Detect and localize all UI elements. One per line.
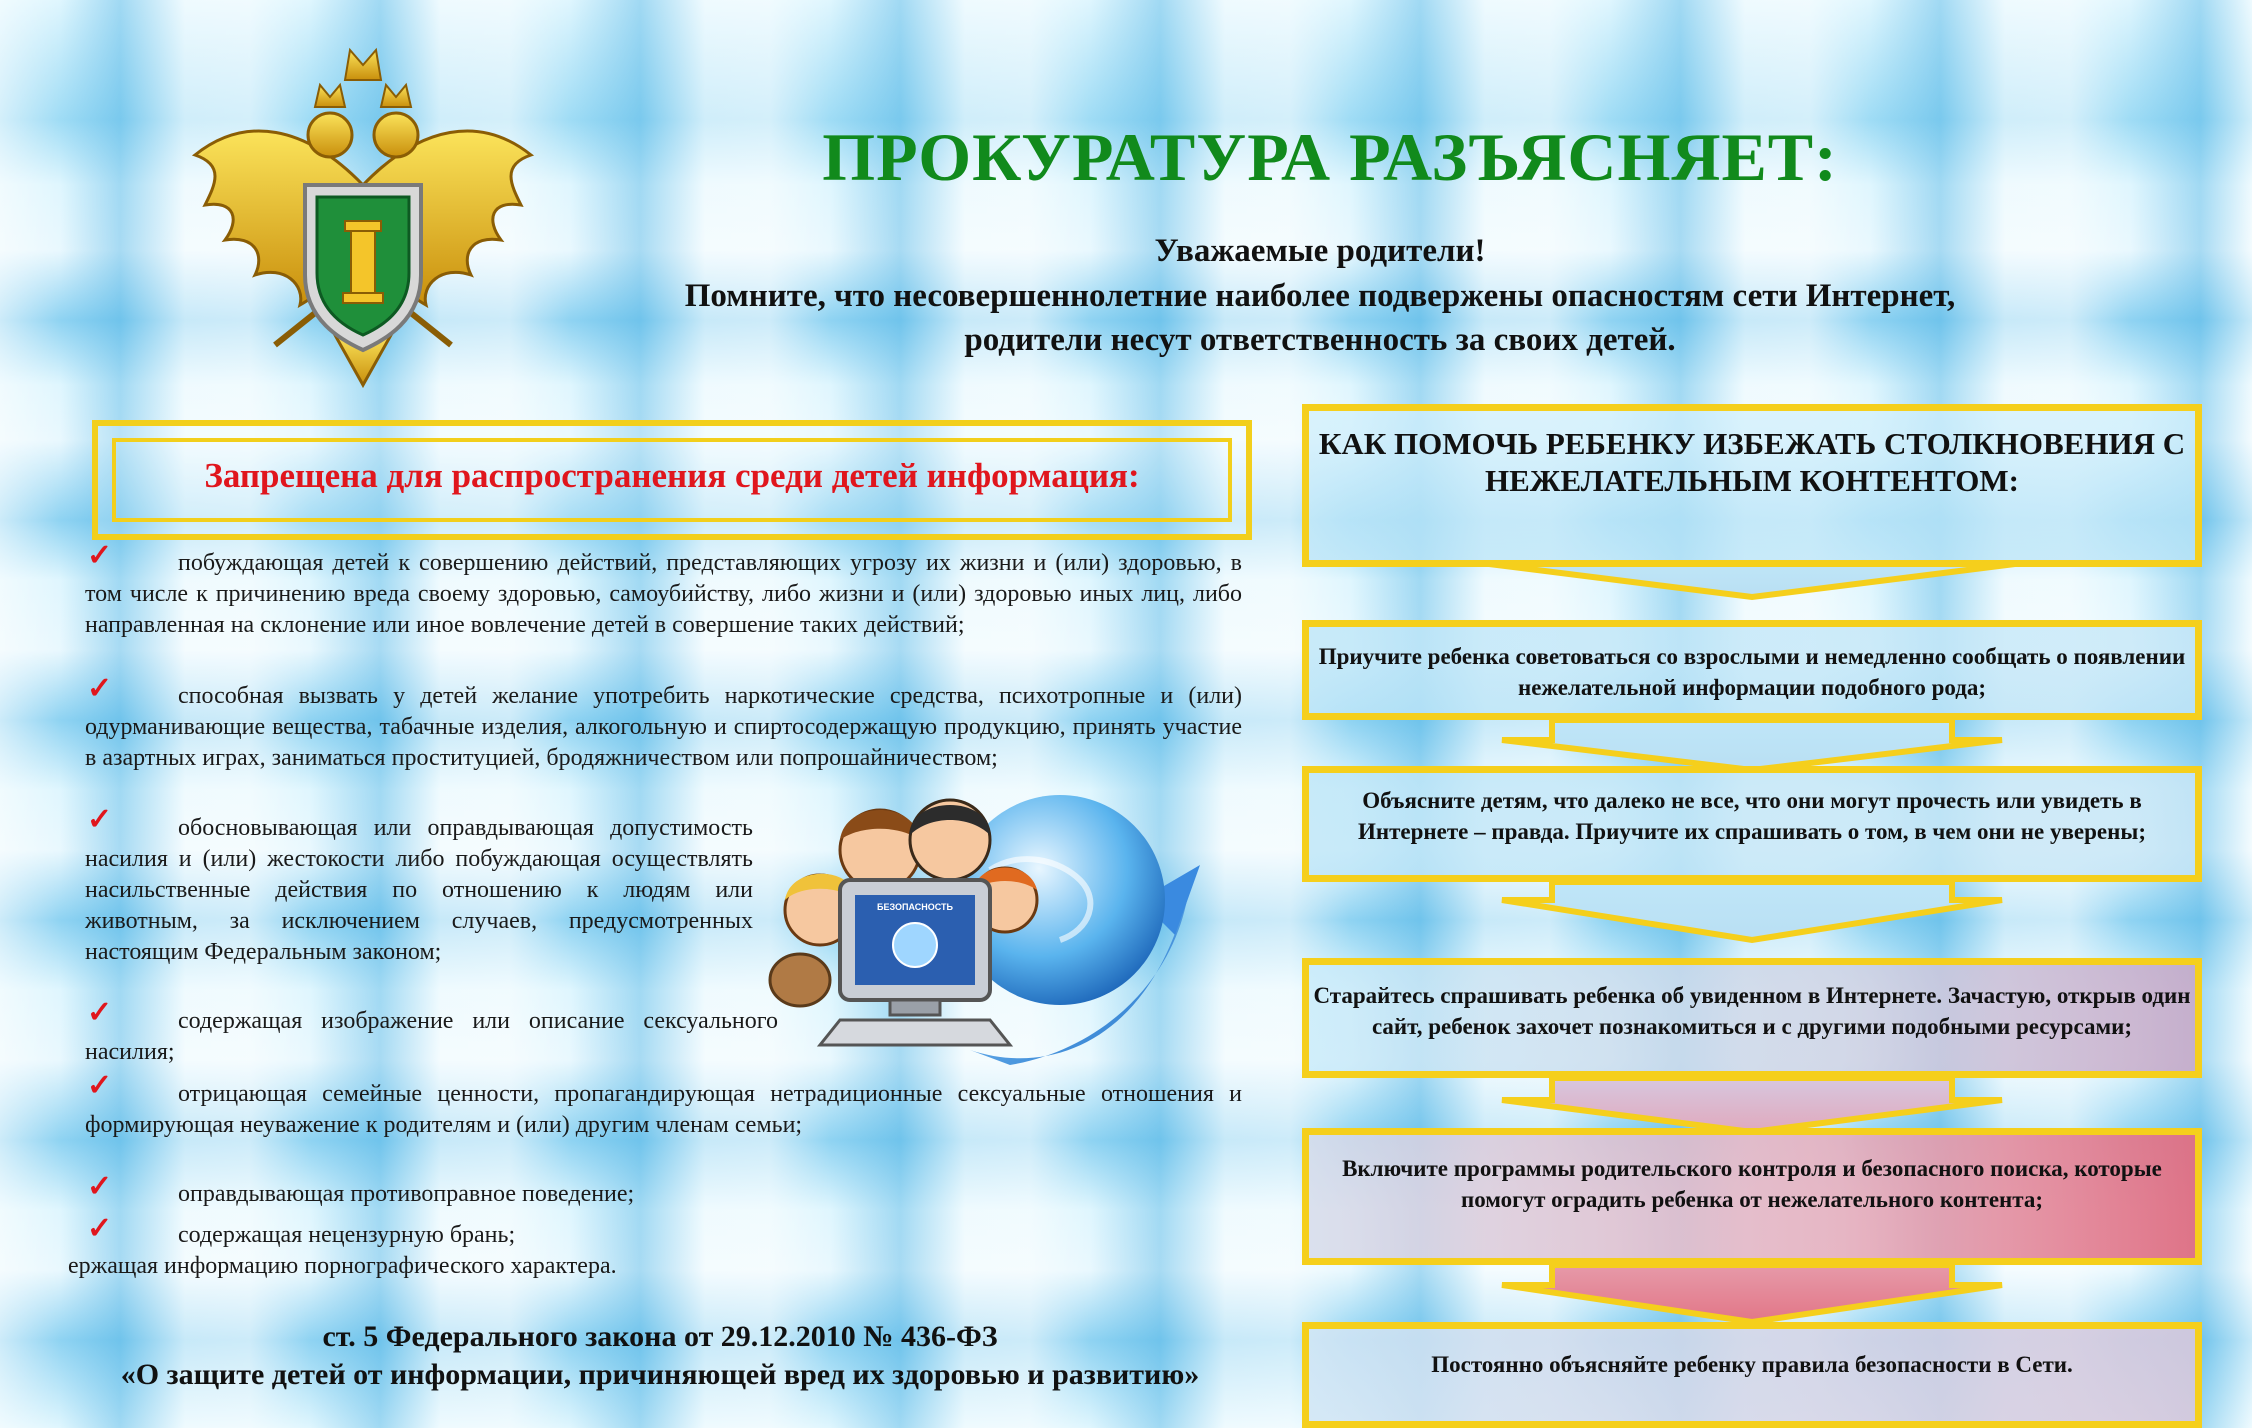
list-item: способная вызвать у детей желание употребить наркотические средства, психотропные и (или) одурманивающие вещества, табачные изделия, алкогольную и спиртосодержащую продукцию, принять участие в азартных играх, заниматься проституцией, бродяжничеством или попрошайничеством; [85, 683, 1242, 771]
list-item: обосновывающая или оправдывающая допустимость насилия и (или) жестокости либо побуждающая осуществлять насильственные действия по отношению к людям или животным, за исключением случаев, предусмотренных настоящим Федеральным законом; [85, 815, 753, 965]
tip-box [1302, 958, 2202, 1078]
monitor-label: БЕЗОПАСНОСТЬ [877, 902, 953, 912]
check-icon: ✓ [87, 672, 113, 705]
check-icon: ✓ [87, 996, 113, 1029]
list-item: оправдывающая противоправное поведение; [178, 1181, 635, 1207]
tip-text: Приучите ребенка советоваться со взрослыми и немедленно сообщать о появлении нежелательной информации подобного рода; [1318, 644, 2186, 700]
kids-computer-globe-illustration [760, 780, 1210, 1090]
help-heading: КАК ПОМОЧЬ РЕБЕНКУ ИЗБЕЖАТЬ СТОЛКНОВЕНИЯ С НЕЖЕЛАТЕЛЬНЫМ КОНТЕНТОМ: [1318, 426, 2186, 498]
page-title: ПРОКУРАТУРА РАЗЪЯСНЯЕТ: [822, 119, 1838, 195]
list-item: содержащая изображение или описание сексуального насилия; [85, 1008, 778, 1065]
tip-text: Объясните детям, что далеко не все, что они могут прочесть или увидеть в Интернете – правда. Приучите их спрашивать о том, в чем они не уверены; [1357, 788, 2146, 844]
check-icon: ✓ [87, 539, 113, 572]
reminder-line-2: родители несут ответственность за своих детей. [964, 322, 1676, 358]
prohibited-info-frame [92, 420, 1252, 540]
reminder-line-1: Помните, что несовершеннолетние наиболее подвержены опасностям сети Интернет, [684, 278, 1956, 314]
law-reference: ст. 5 Федерального закона от 29.12.2010 № 436-ФЗ [322, 1320, 998, 1353]
tip-box [1302, 766, 2202, 882]
prohibited-info-heading: Запрещена для распространения среди детей информация: [204, 456, 1140, 495]
tip-text: Включите программы родительского контроля и безопасного поиска, которые помогут оградить ребенка от нежелательного контента; [1342, 1156, 2162, 1212]
check-icon: ✓ [87, 803, 113, 836]
tip-box [1302, 620, 2202, 720]
greeting: Уважаемые родители! [1154, 233, 1486, 269]
list-item: содержащая нецензурную брань; [178, 1222, 516, 1248]
tip-text: Старайтесь спрашивать ребенка об увиденном в Интернете. Зачастую, открыв один сайт, ребенок захочет познакомиться и с другими подобными ресурсами; [1313, 983, 2191, 1039]
list-item: отрицающая семейные ценности, пропагандирующая нетрадиционные сексуальные отношения и формирующая неуважение к родителям и (или) другим членам семьи; [85, 1081, 1242, 1138]
coat-of-arms-icon [185, 35, 540, 400]
tip-box [1302, 1322, 2202, 1428]
check-icon: ✓ [87, 1069, 113, 1102]
tip-box [1302, 1128, 2202, 1265]
check-icon: ✓ [87, 1170, 113, 1203]
tip-text: Постоянно объясняйте ребенку правила безопасности в Сети. [1431, 1352, 2073, 1377]
list-item: побуждающая детей к совершению действий, представляющих угрозу их жизни и (или) здоровью, в том числе к причинению вреда своему здоровью, самоубийству, либо жизни и (или) здоровью иных лиц, либо направленная на склонение или иное вовлечение детей в совершение таких действий; [85, 550, 1242, 638]
help-heading-box [1302, 404, 2202, 567]
law-title: «О защите детей от информации, причиняющей вред их здоровью и развитию» [120, 1358, 1200, 1391]
list-item: ержащая информацию порнографического характера. [68, 1253, 617, 1279]
check-icon: ✓ [87, 1212, 113, 1245]
